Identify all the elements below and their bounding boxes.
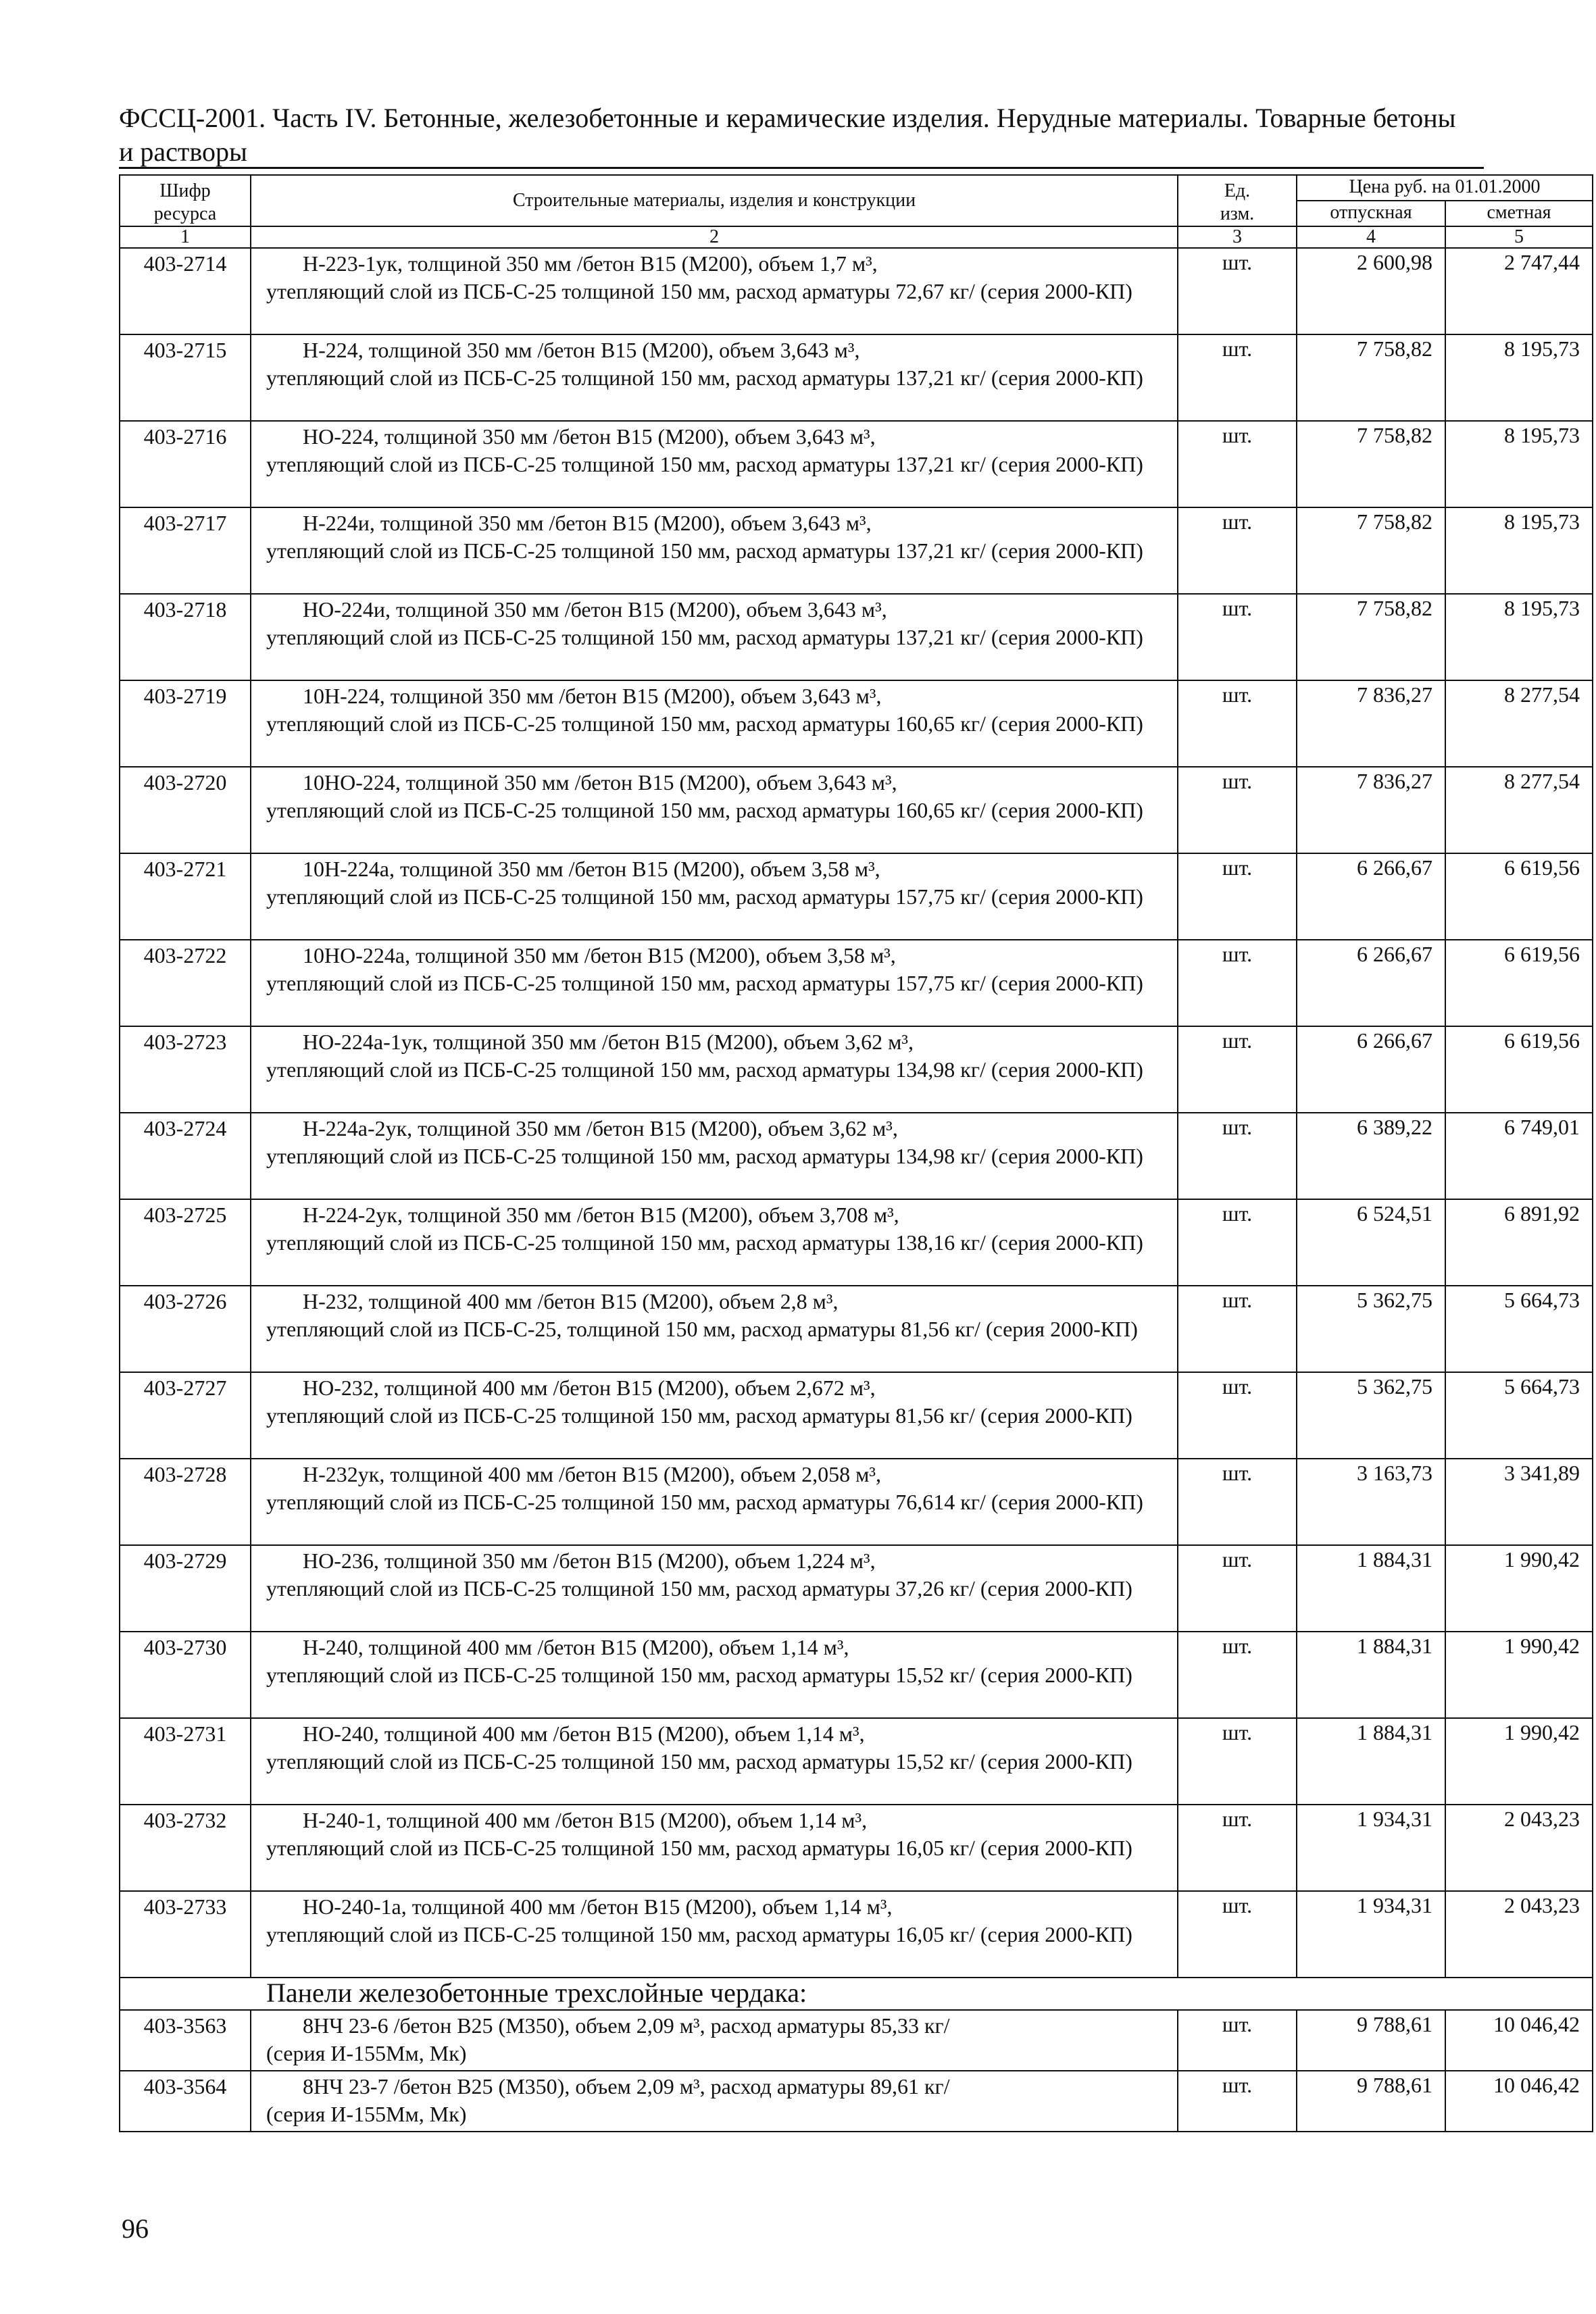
table-row xyxy=(120,507,1593,594)
table-row xyxy=(120,1372,1593,1459)
resource-code: 403-2724 xyxy=(120,1113,251,1199)
price-release: 7 836,27 xyxy=(1297,767,1445,853)
item-description xyxy=(251,507,1178,594)
price-estimate: 6 891,92 xyxy=(1445,1199,1593,1286)
column-number: 1 xyxy=(120,226,251,248)
table-row xyxy=(120,940,1593,1026)
table-row xyxy=(120,1286,1593,1372)
price-estimate: 8 195,73 xyxy=(1445,594,1593,680)
price-estimate: 1 990,42 xyxy=(1445,1632,1593,1718)
price-estimate: 2 043,23 xyxy=(1445,1805,1593,1891)
price-estimate: 3 341,89 xyxy=(1445,1459,1593,1545)
resource-code: 403-2725 xyxy=(120,1199,251,1286)
unit: шт. xyxy=(1178,1286,1297,1372)
resource-code: 403-2731 xyxy=(120,1718,251,1805)
item-description xyxy=(251,1632,1178,1718)
resource-code: 403-3563 xyxy=(120,2010,251,2071)
item-description xyxy=(251,421,1178,507)
unit: шт. xyxy=(1178,1805,1297,1891)
item-description-first: Н-223-1ук, толщиной 350 мм /бетон В15 (М200), объем 1,7 м³, xyxy=(303,251,878,276)
item-description-rest: утепляющий слой из ПСБ-С-25 толщиной 150 мм, расход арматуры 37,26 кг/ (серия 2000-КП) xyxy=(266,1576,1132,1601)
item-description xyxy=(251,1286,1178,1372)
resource-code: 403-2729 xyxy=(120,1545,251,1632)
resource-code: 403-2717 xyxy=(120,507,251,594)
unit: шт. xyxy=(1178,1113,1297,1199)
price-release: 9 788,61 xyxy=(1297,2071,1445,2132)
resource-code: 403-2714 xyxy=(120,248,251,334)
item-description-rest: утепляющий слой из ПСБ-С-25 толщиной 150 мм, расход арматуры 157,75 кг/ (серия 2000-КП) xyxy=(266,971,1143,995)
item-description-first: Н-224, толщиной 350 мм /бетон В15 (М200), объем 3,643 м³, xyxy=(303,338,860,362)
column-number: 4 xyxy=(1297,226,1445,248)
table-row xyxy=(120,248,1593,334)
table-row xyxy=(120,1805,1593,1891)
price-release: 2 600,98 xyxy=(1297,248,1445,334)
price-estimate: 6 749,01 xyxy=(1445,1113,1593,1199)
item-description-rest: утепляющий слой из ПСБ-С-25 толщиной 150 мм, расход арматуры 160,65 кг/ (серия 2000-КП) xyxy=(266,798,1143,822)
price-release: 1 884,31 xyxy=(1297,1632,1445,1718)
table-row xyxy=(120,1632,1593,1718)
item-description xyxy=(251,1199,1178,1286)
price-estimate: 1 990,42 xyxy=(1445,1718,1593,1805)
unit: шт. xyxy=(1178,421,1297,507)
price-estimate: 2 043,23 xyxy=(1445,1891,1593,1978)
price-estimate: 6 619,56 xyxy=(1445,1026,1593,1113)
item-description-rest: утепляющий слой из ПСБ-С-25 толщиной 150 мм, расход арматуры 137,21 кг/ (серия 2000-КП) xyxy=(266,366,1143,390)
item-description xyxy=(251,853,1178,940)
unit: шт. xyxy=(1178,334,1297,421)
resource-code: 403-2715 xyxy=(120,334,251,421)
header-price-group: Цена руб. на 01.01.2000 xyxy=(1297,175,1593,201)
item-description-first: НО-224а-1ук, толщиной 350 мм /бетон В15 (М200), объем 3,62 м³, xyxy=(303,1030,914,1054)
unit: шт. xyxy=(1178,767,1297,853)
item-description-rest: утепляющий слой из ПСБ-С-25 толщиной 150 мм, расход арматуры 137,21 кг/ (серия 2000-КП) xyxy=(266,538,1143,563)
item-description-first: 10Н-224, толщиной 350 мм /бетон В15 (М200), объем 3,643 м³, xyxy=(303,684,882,708)
resource-code: 403-2727 xyxy=(120,1372,251,1459)
page-title-line1: ФССЦ-2001. Часть IV. Бетонные, железобетонные и керамические изделия. Нерудные материалы. Товарные бетоны xyxy=(119,103,1456,133)
column-number: 3 xyxy=(1178,226,1297,248)
item-description-first: 8НЧ 23-6 /бетон В25 (М350), объем 2,09 м³, расход арматуры 85,33 кг/ xyxy=(303,2013,950,2038)
item-description xyxy=(251,334,1178,421)
item-description-rest: (серия И-155Мм, Мк) xyxy=(266,2102,467,2126)
column-number: 5 xyxy=(1445,226,1593,248)
resource-code: 403-2730 xyxy=(120,1632,251,1718)
price-release: 6 266,67 xyxy=(1297,940,1445,1026)
unit: шт. xyxy=(1178,248,1297,334)
item-description-first: 8НЧ 23-7 /бетон В25 (М350), объем 2,09 м³, расход арматуры 89,61 кг/ xyxy=(303,2074,950,2098)
header-price-release: отпускная xyxy=(1297,201,1445,226)
header-unit-line1: Ед. xyxy=(1224,180,1251,201)
unit: шт. xyxy=(1178,1199,1297,1286)
item-description xyxy=(251,2071,1178,2132)
section-title: Панели железобетонные трехслойные чердака: xyxy=(120,1978,1593,2010)
column-number: 2 xyxy=(251,226,1178,248)
item-description xyxy=(251,1545,1178,1632)
table-row xyxy=(120,2071,1593,2132)
item-description-first: НО-236, толщиной 350 мм /бетон В15 (М200), объем 1,224 м³, xyxy=(303,1549,876,1573)
item-description-rest: (серия И-155Мм, Мк) xyxy=(266,2041,467,2065)
price-estimate: 8 195,73 xyxy=(1445,334,1593,421)
item-description-rest: утепляющий слой из ПСБ-С-25 толщиной 150 мм, расход арматуры 134,98 кг/ (серия 2000-КП) xyxy=(266,1144,1143,1168)
price-release: 9 788,61 xyxy=(1297,2010,1445,2071)
resource-code: 403-2722 xyxy=(120,940,251,1026)
unit: шт. xyxy=(1178,2071,1297,2132)
table-row xyxy=(120,1545,1593,1632)
header-unit xyxy=(1178,175,1297,226)
item-description xyxy=(251,1113,1178,1199)
price-estimate: 6 619,56 xyxy=(1445,853,1593,940)
price-release: 5 362,75 xyxy=(1297,1372,1445,1459)
table-body xyxy=(120,248,1593,2132)
resource-code: 403-2719 xyxy=(120,680,251,767)
header-code-line2: ресурса xyxy=(153,203,217,224)
page-title xyxy=(119,101,1484,169)
table-row xyxy=(120,853,1593,940)
unit: шт. xyxy=(1178,1718,1297,1805)
item-description-rest: утепляющий слой из ПСБ-С-25 толщиной 150 мм, расход арматуры 81,56 кг/ (серия 2000-КП) xyxy=(266,1403,1132,1428)
table-row xyxy=(120,594,1593,680)
item-description-first: 10НО-224а, толщиной 350 мм /бетон В15 (М200), объем 3,58 м³, xyxy=(303,943,896,967)
price-release: 7 836,27 xyxy=(1297,680,1445,767)
price-estimate: 1 990,42 xyxy=(1445,1545,1593,1632)
header-row xyxy=(120,175,1593,201)
item-description-rest: утепляющий слой из ПСБ-С-25 толщиной 150 мм, расход арматуры 137,21 кг/ (серия 2000-КП) xyxy=(266,452,1143,476)
item-description-rest: утепляющий слой из ПСБ-С-25 толщиной 150 мм, расход арматуры 72,67 кг/ (серия 2000-КП) xyxy=(266,279,1132,303)
table-row xyxy=(120,421,1593,507)
table-row xyxy=(120,680,1593,767)
unit: шт. xyxy=(1178,1545,1297,1632)
item-description-first: НО-240-1а, толщиной 400 мм /бетон В15 (М200), объем 1,14 м³, xyxy=(303,1894,893,1919)
unit: шт. xyxy=(1178,1372,1297,1459)
item-description-rest: утепляющий слой из ПСБ-С-25 толщиной 150 мм, расход арматуры 76,614 кг/ (серия 2000-КП) xyxy=(266,1490,1143,1514)
item-description-first: Н-224и, толщиной 350 мм /бетон В15 (М200), объем 3,643 м³, xyxy=(303,511,872,535)
column-number-row xyxy=(120,226,1593,248)
item-description-rest: утепляющий слой из ПСБ-С-25 толщиной 150 мм, расход арматуры 16,05 кг/ (серия 2000-КП) xyxy=(266,1922,1132,1946)
resource-code: 403-2728 xyxy=(120,1459,251,1545)
header-price-estimate: сметная xyxy=(1445,201,1593,226)
item-description-rest: утепляющий слой из ПСБ-С-25 толщиной 150 мм, расход арматуры 138,16 кг/ (серия 2000-КП) xyxy=(266,1230,1143,1255)
resource-code: 403-2732 xyxy=(120,1805,251,1891)
item-description-first: Н-232, толщиной 400 мм /бетон В15 (М200), объем 2,8 м³, xyxy=(303,1289,839,1313)
unit: шт. xyxy=(1178,594,1297,680)
item-description-rest: утепляющий слой из ПСБ-С-25 толщиной 150 мм, расход арматуры 15,52 кг/ (серия 2000-КП) xyxy=(266,1663,1132,1687)
resource-code: 403-2733 xyxy=(120,1891,251,1978)
resource-code: 403-2716 xyxy=(120,421,251,507)
title-rule xyxy=(119,167,1484,169)
price-estimate: 8 195,73 xyxy=(1445,507,1593,594)
unit: шт. xyxy=(1178,940,1297,1026)
item-description xyxy=(251,1805,1178,1891)
price-release: 1 934,31 xyxy=(1297,1891,1445,1978)
item-description-rest: утепляющий слой из ПСБ-С-25 толщиной 150 мм, расход арматуры 134,98 кг/ (серия 2000-КП) xyxy=(266,1057,1143,1082)
item-description xyxy=(251,248,1178,334)
resource-code: 403-2721 xyxy=(120,853,251,940)
table-row xyxy=(120,767,1593,853)
header-unit-line2: изм. xyxy=(1220,203,1255,224)
item-description-first: НО-224, толщиной 350 мм /бетон В15 (М200), объем 3,643 м³, xyxy=(303,424,876,449)
price-estimate: 6 619,56 xyxy=(1445,940,1593,1026)
price-estimate: 8 277,54 xyxy=(1445,680,1593,767)
item-description-first: Н-224а-2ук, толщиной 350 мм /бетон В15 (М200), объем 3,62 м³, xyxy=(303,1116,898,1140)
item-description xyxy=(251,594,1178,680)
section-row xyxy=(120,1978,1593,2010)
item-description-rest: утепляющий слой из ПСБ-С-25 толщиной 150 мм, расход арматуры 157,75 кг/ (серия 2000-КП) xyxy=(266,884,1143,909)
item-description xyxy=(251,1026,1178,1113)
table-row xyxy=(120,2010,1593,2071)
unit: шт. xyxy=(1178,1459,1297,1545)
unit: шт. xyxy=(1178,2010,1297,2071)
price-estimate: 10 046,42 xyxy=(1445,2010,1593,2071)
item-description xyxy=(251,767,1178,853)
unit: шт. xyxy=(1178,507,1297,594)
table-row xyxy=(120,334,1593,421)
table-row xyxy=(120,1891,1593,1978)
resource-code: 403-2718 xyxy=(120,594,251,680)
header-code-line1: Шифр xyxy=(159,180,211,201)
price-release: 7 758,82 xyxy=(1297,421,1445,507)
unit: шт. xyxy=(1178,853,1297,940)
price-estimate: 2 747,44 xyxy=(1445,248,1593,334)
price-estimate: 10 046,42 xyxy=(1445,2071,1593,2132)
item-description-rest: утепляющий слой из ПСБ-С-25 толщиной 150 мм, расход арматуры 160,65 кг/ (серия 2000-КП) xyxy=(266,711,1143,736)
unit: шт. xyxy=(1178,1891,1297,1978)
header-code xyxy=(120,175,251,226)
price-estimate: 8 195,73 xyxy=(1445,421,1593,507)
price-estimate: 5 664,73 xyxy=(1445,1286,1593,1372)
table-row xyxy=(120,1113,1593,1199)
item-description-rest: утепляющий слой из ПСБ-С-25, толщиной 150 мм, расход арматуры 81,56 кг/ (серия 2000-КП) xyxy=(266,1317,1138,1341)
item-description xyxy=(251,680,1178,767)
price-estimate: 5 664,73 xyxy=(1445,1372,1593,1459)
item-description-first: Н-224-2ук, толщиной 350 мм /бетон В15 (М200), объем 3,708 м³, xyxy=(303,1203,899,1227)
page-number: 96 xyxy=(122,2213,149,2244)
item-description-first: НО-224и, толщиной 350 мм /бетон В15 (М200), объем 3,643 м³, xyxy=(303,597,887,622)
item-description xyxy=(251,1372,1178,1459)
item-description-first: 10Н-224а, толщиной 350 мм /бетон В15 (М200), объем 3,58 м³, xyxy=(303,857,880,881)
item-description xyxy=(251,1891,1178,1978)
item-description xyxy=(251,940,1178,1026)
unit: шт. xyxy=(1178,1026,1297,1113)
price-table xyxy=(119,174,1593,2132)
resource-code: 403-2726 xyxy=(120,1286,251,1372)
item-description xyxy=(251,2010,1178,2071)
price-release: 5 362,75 xyxy=(1297,1286,1445,1372)
price-release: 7 758,82 xyxy=(1297,507,1445,594)
table-row xyxy=(120,1199,1593,1286)
header-name: Строительные материалы, изделия и конструкции xyxy=(251,175,1178,226)
price-release: 6 266,67 xyxy=(1297,1026,1445,1113)
item-description-first: Н-240-1, толщиной 400 мм /бетон В15 (М200), объем 1,14 м³, xyxy=(303,1808,868,1832)
resource-code: 403-2723 xyxy=(120,1026,251,1113)
price-release: 7 758,82 xyxy=(1297,594,1445,680)
unit: шт. xyxy=(1178,1632,1297,1718)
table-row xyxy=(120,1718,1593,1805)
price-release: 7 758,82 xyxy=(1297,334,1445,421)
price-release: 1 884,31 xyxy=(1297,1718,1445,1805)
item-description-rest: утепляющий слой из ПСБ-С-25 толщиной 150 мм, расход арматуры 137,21 кг/ (серия 2000-КП) xyxy=(266,625,1143,649)
item-description-first: Н-232ук, толщиной 400 мм /бетон В15 (М200), объем 2,058 м³, xyxy=(303,1462,882,1486)
item-description-first: Н-240, толщиной 400 мм /бетон В15 (М200), объем 1,14 м³, xyxy=(303,1635,849,1659)
item-description-rest: утепляющий слой из ПСБ-С-25 толщиной 150 мм, расход арматуры 15,52 кг/ (серия 2000-КП) xyxy=(266,1749,1132,1774)
item-description-first: НО-232, толщиной 400 мм /бетон В15 (М200), объем 2,672 м³, xyxy=(303,1376,876,1400)
item-description-first: 10НО-224, толщиной 350 мм /бетон В15 (М200), объем 3,643 м³, xyxy=(303,770,897,795)
table-row xyxy=(120,1459,1593,1545)
price-release: 6 389,22 xyxy=(1297,1113,1445,1199)
price-estimate: 8 277,54 xyxy=(1445,767,1593,853)
item-description xyxy=(251,1459,1178,1545)
price-release: 6 524,51 xyxy=(1297,1199,1445,1286)
price-release: 6 266,67 xyxy=(1297,853,1445,940)
price-release: 1 934,31 xyxy=(1297,1805,1445,1891)
page-title-line2: и растворы xyxy=(119,136,247,167)
unit: шт. xyxy=(1178,680,1297,767)
price-release: 3 163,73 xyxy=(1297,1459,1445,1545)
resource-code: 403-3564 xyxy=(120,2071,251,2132)
resource-code: 403-2720 xyxy=(120,767,251,853)
table-row xyxy=(120,1026,1593,1113)
price-release: 1 884,31 xyxy=(1297,1545,1445,1632)
item-description xyxy=(251,1718,1178,1805)
item-description-first: НО-240, толщиной 400 мм /бетон В15 (М200), объем 1,14 м³, xyxy=(303,1721,865,1746)
item-description-rest: утепляющий слой из ПСБ-С-25 толщиной 150 мм, расход арматуры 16,05 кг/ (серия 2000-КП) xyxy=(266,1836,1132,1860)
